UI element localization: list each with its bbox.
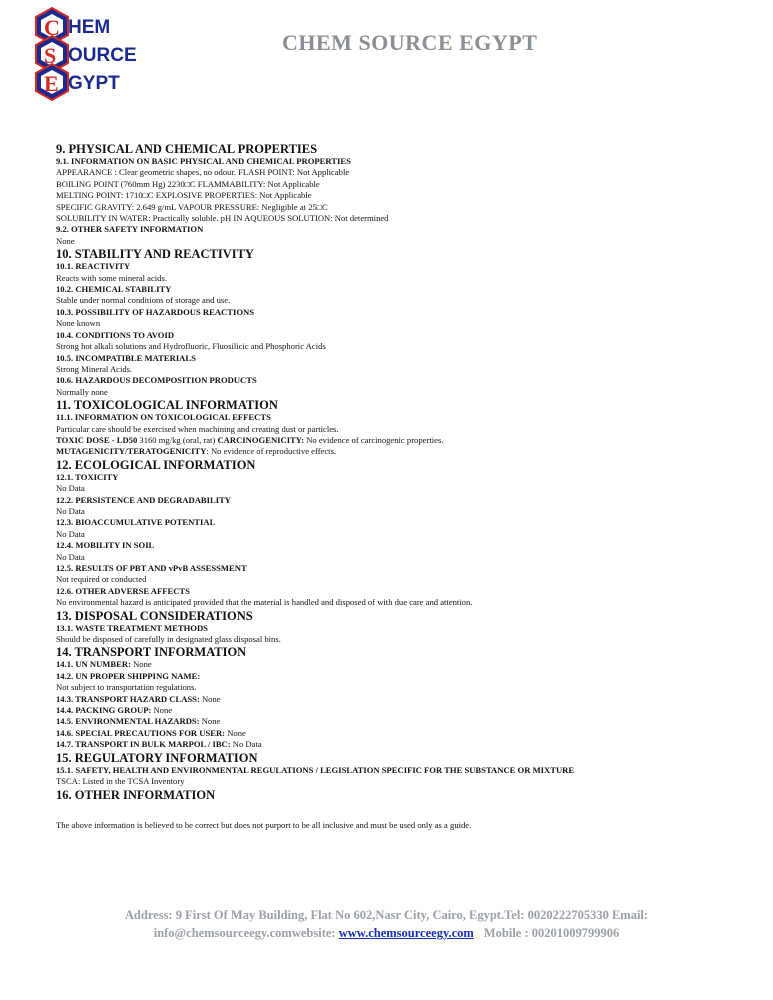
body-text: Strong hot alkali solutions and Hydrofluoric, Fluosilicic and Phosphoric Acids	[56, 341, 326, 352]
body-text: No environmental hazard is anticipated provided that the material is handled and disposed of with due care and attention.	[56, 597, 473, 608]
subsection-title: 12.4. MOBILITY IN SOIL	[56, 540, 155, 551]
body-text: No Data	[56, 551, 85, 562]
body-text: BOILING POINT (760mm Hg) 2230□C FLAMMABILITY: Not Applicable	[56, 178, 320, 189]
section-title: 11. TOXICOLOGICAL INFORMATION	[56, 398, 278, 413]
subsection-value: None	[151, 705, 173, 716]
subsection-title: 13.1. WASTE TREATMENT METHODS	[56, 622, 208, 633]
section-title: 10. STABILITY AND REACTIVITY	[56, 247, 254, 262]
body-text: None known	[56, 318, 101, 329]
logo-line-3: GYPT	[68, 73, 120, 94]
field-label: CARCINOGENICITY:	[217, 434, 305, 445]
body-text: No Data	[56, 483, 85, 494]
body-text: No Data	[56, 528, 85, 539]
section-title: 12. ECOLOGICAL INFORMATION	[56, 457, 256, 472]
body-text: Not required or conducted	[56, 574, 147, 585]
subsection-title: 14.1. UN NUMBER: None	[56, 659, 152, 670]
body-text: SOLUBILITY IN WATER: Practically soluble. pH IN AQUEOUS SOLUTION: Not determined	[56, 213, 389, 224]
subsection-title: 14.7. TRANSPORT IN BULK MARPOL / IBC: No Data	[56, 739, 262, 750]
body-text: APPEARANCE : Clear geometric shapes, no odour. FLASH POINT: Not Applicable	[56, 167, 350, 178]
body-text: MELTING POINT: 1710□C EXPLOSIVE PROPERTIES: Not Applicable	[56, 190, 312, 201]
field-label: TOXIC DOSE - LD50	[56, 434, 138, 445]
footer-email: info@chemsourceegy.comwebsite:	[153, 926, 339, 940]
document-body	[56, 142, 756, 831]
subsection-title: 10.5. INCOMPATIBLE MATERIALS	[56, 352, 196, 363]
subsection-title: 14.5. ENVIRONMENTAL HAZARDS: None	[56, 716, 221, 727]
body-text: None	[56, 235, 75, 246]
subsection-value: None	[199, 716, 221, 727]
subsection-title: 12.3. BIOACCUMULATIVE POTENTIAL	[56, 517, 216, 528]
footer-contact-line	[0, 924, 773, 942]
footer-website-link[interactable]: www.chemsourceegy.com	[338, 926, 474, 940]
body-text: SPECIFIC GRAVITY: 2.649 g/mL VAPOUR PRESSURE: Negligible at 25□C	[56, 201, 328, 212]
subsection-title: 11.1. INFORMATION ON TOXICOLOGICAL EFFECTS	[56, 412, 271, 423]
subsection-title: 15.1. SAFETY, HEALTH AND ENVIRONMENTAL REGULATIONS / LEGISLATION SPECIFIC FOR THE SUBSTANCE OR MIXTURE	[56, 764, 575, 775]
footer-mobile: Mobile : 00201009799906	[483, 926, 620, 940]
section-title: 13. DISPOSAL CONSIDERATIONS	[56, 608, 253, 623]
logo-line-1: HEM	[68, 17, 111, 38]
subsection-title: 9.2. OTHER SAFETY INFORMATION	[56, 224, 204, 235]
section-title: 9. PHYSICAL AND CHEMICAL PROPERTIES	[56, 142, 318, 156]
subsection-title: 14.3. TRANSPORT HAZARD CLASS: None	[56, 693, 221, 704]
body-text: TOXIC DOSE - LD50 3160 mg/kg (oral, rat) CARCINOGENICITY: No evidence of carcinogenic properties.	[56, 434, 444, 445]
svg-text:C: C	[44, 15, 60, 40]
body-text: TSCA: Listed in the TCSA Inventory	[56, 776, 185, 787]
subsection-title: 10.3. POSSIBILITY OF HAZARDOUS REACTIONS	[56, 306, 255, 317]
subsection-title: 10.6. HAZARDOUS DECOMPOSITION PRODUCTS	[56, 375, 257, 386]
body-text: Strong Mineral Acids.	[56, 363, 133, 374]
subsection-title: 12.6. OTHER ADVERSE AFFECTS	[56, 585, 190, 596]
body-text: MUTAGENICITY/TERATOGENICITY: No evidence of reproductive effects.	[56, 446, 337, 457]
body-text: Not subject to transportation regulations.	[56, 682, 197, 693]
footer-address: Address: 9 First Of May Building, Flat No 602,Nasr City, Cairo, Egypt.Tel: 0020222705330 Email:	[124, 908, 649, 922]
subsection-title: 9.1. INFORMATION ON BASIC PHYSICAL AND CHEMICAL PROPERTIES	[56, 156, 351, 166]
section-title: 14. TRANSPORT INFORMATION	[56, 645, 247, 660]
body-text: Stable under normal conditions of storage and use.	[56, 295, 231, 306]
company-name-heading: CHEM SOURCE EGYPT	[282, 30, 538, 55]
subsection-title: 10.2. CHEMICAL STABILITY	[56, 284, 172, 295]
section-title: 16. OTHER INFORMATION	[56, 787, 216, 802]
subsection-value: None	[130, 659, 152, 670]
logo-line-2: OURCE	[68, 45, 137, 66]
body-text: No Data	[56, 505, 85, 516]
body-text: Reacts with some mineral acids.	[56, 272, 167, 283]
company-logo	[30, 6, 160, 102]
section-title: 15. REGULATORY INFORMATION	[56, 750, 258, 765]
body-text: Should be disposed of carefully in designated glass disposal bins.	[56, 634, 281, 645]
subsection-title: 12.5. RESULTS OF PBT AND vPvB ASSESSMENT	[56, 563, 247, 573]
subsection-title: 12.1. TOXICITY	[56, 471, 119, 482]
subsection-title: 14.2. UN PROPER SHIPPING NAME:	[56, 670, 201, 681]
subsection-title: 10.4. CONDITIONS TO AVOID	[56, 329, 175, 340]
svg-text:E: E	[44, 71, 59, 96]
body-text: Particular care should be exercised when machining and creating dust or particles.	[56, 423, 339, 434]
closing-statement: The above information is believed to be correct but does not purport to be all inclusive and must be used only as a guide.	[56, 819, 472, 830]
subsection-title: 14.6. SPECIAL PRECAUTIONS FOR USER: None	[56, 727, 246, 738]
subsection-value: None	[199, 693, 221, 704]
body-text: Normally none	[56, 386, 108, 397]
subsection-value: No Data	[230, 739, 262, 750]
field-label: MUTAGENICITY/TERATOGENICITY	[56, 446, 207, 457]
subsection-value: None	[225, 727, 246, 738]
subsection-title: 14.4. PACKING GROUP: None	[56, 705, 173, 716]
subsection-title: 12.2. PERSISTENCE AND DEGRADABILITY	[56, 494, 232, 505]
page-footer	[0, 906, 773, 942]
svg-text:S: S	[44, 43, 57, 68]
subsection-title: 10.1. REACTIVITY	[56, 261, 131, 272]
